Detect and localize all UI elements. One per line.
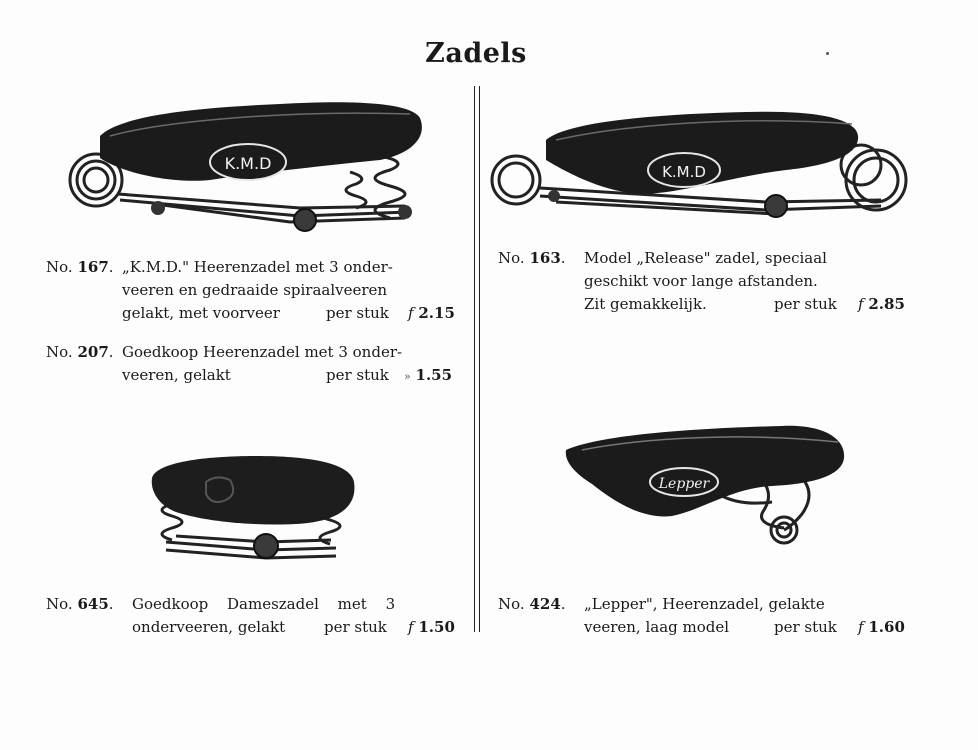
price: f 2.15	[408, 304, 455, 322]
saddle-167-image	[60, 96, 432, 236]
product-163	[498, 247, 914, 316]
product-number: No. 163.	[498, 249, 566, 267]
kmd-badge-text: K.M.D	[662, 163, 706, 181]
price: » 1.55	[404, 366, 453, 384]
per-unit-label: per stuk	[326, 366, 389, 384]
product-description-line: veeren, gelakt	[122, 366, 231, 384]
per-unit-label: per stuk	[774, 618, 837, 636]
product-number: No. 645.	[46, 595, 114, 613]
product-description-line: Model „Release" zadel, speciaal	[584, 249, 827, 267]
product-167	[46, 256, 462, 325]
product-207	[46, 341, 462, 387]
per-unit-label: per stuk	[324, 618, 387, 636]
column-divider	[474, 86, 480, 632]
saddle-163-image	[486, 110, 922, 230]
per-unit-label: per stuk	[326, 304, 389, 322]
per-unit-label: per stuk	[774, 295, 837, 313]
product-description-line: Zit gemakkelijk.	[584, 295, 707, 313]
product-number: No. 207.	[46, 343, 114, 361]
product-description-line: onderveeren, gelakt	[132, 618, 286, 636]
price: f 1.50	[408, 618, 455, 636]
product-description-line: geschikt voor lange afstanden.	[584, 272, 818, 290]
product-description-line: „Lepper", Heerenzadel, gelakte	[584, 595, 825, 613]
print-speck	[826, 52, 829, 55]
saddle-424-image	[562, 420, 852, 550]
product-645	[46, 593, 462, 639]
product-description-line: veeren, laag model	[584, 618, 730, 636]
product-description-line: gelakt, met voorveer	[122, 304, 280, 322]
product-description-line: Goedkoop Heerenzadel met 3 onder-	[122, 343, 403, 361]
product-description-line: „K.M.D." Heerenzadel met 3 onder-	[122, 258, 393, 276]
product-number: No. 424.	[498, 595, 566, 613]
price: f 2.85	[858, 295, 905, 313]
page-title: Zadels	[425, 38, 527, 69]
lepper-badge-text: Lepper	[658, 476, 710, 492]
product-424	[498, 593, 914, 639]
product-description-line: Goedkoop Dameszadel met 3	[132, 595, 396, 613]
product-number: No. 167.	[46, 258, 114, 276]
kmd-badge-text: K.M.D	[224, 154, 272, 173]
saddle-645-image	[146, 452, 360, 572]
price: f 1.60	[858, 618, 905, 636]
product-description-line: veeren en gedraaide spiraalveeren	[122, 281, 388, 299]
